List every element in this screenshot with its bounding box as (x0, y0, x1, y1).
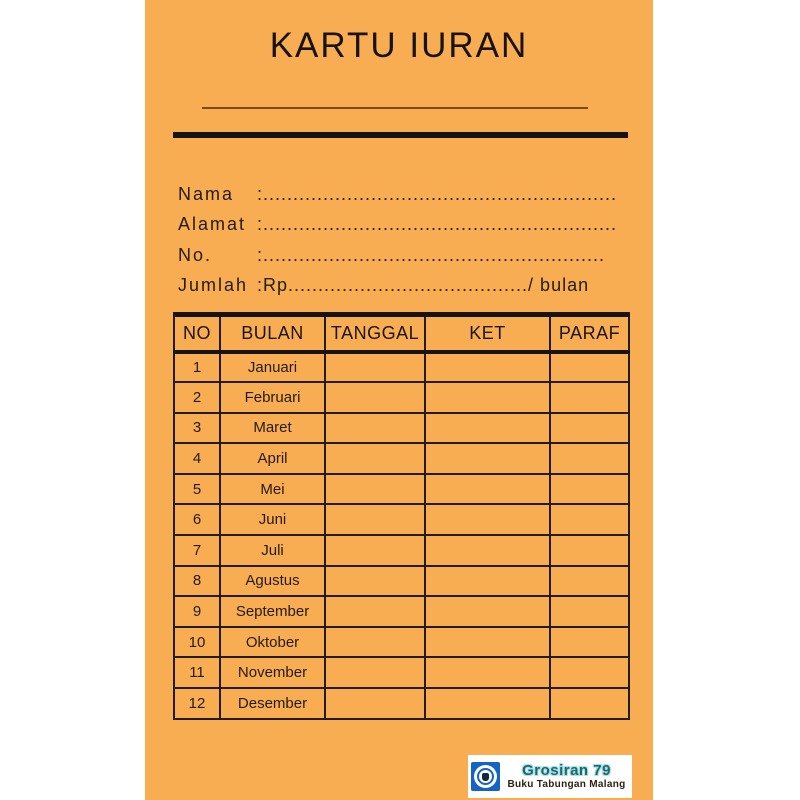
cell-no: 4 (174, 443, 220, 474)
field-jumlah (178, 271, 628, 302)
table-row (174, 657, 629, 688)
cell-paraf (550, 657, 629, 688)
header-tanggal: TANGGAL (325, 315, 425, 352)
header-no: NO (174, 315, 220, 352)
cell-ket (425, 504, 550, 535)
cell-paraf (550, 566, 629, 597)
table-header-row (174, 315, 629, 352)
cell-ket (425, 596, 550, 627)
title-underline (202, 107, 588, 109)
cell-bulan: Desember (220, 688, 325, 719)
table-row (174, 688, 629, 719)
brand-subtitle: Buku Tabungan Malang (507, 779, 626, 791)
cell-tanggal (325, 504, 425, 535)
brand-watermark (468, 755, 632, 798)
table-row (174, 535, 629, 566)
cell-bulan: Juni (220, 504, 325, 535)
kartu-iuran-card (145, 0, 653, 800)
field-jumlah-label: Jumlah (178, 275, 249, 296)
cell-bulan: Juli (220, 535, 325, 566)
cell-tanggal (325, 382, 425, 413)
cell-tanggal (325, 596, 425, 627)
field-alamat-label: Alamat (178, 214, 247, 235)
cell-paraf (550, 596, 629, 627)
cell-bulan: Februari (220, 382, 325, 413)
cell-no: 2 (174, 382, 220, 413)
cell-tanggal (325, 443, 425, 474)
field-nama-dotted-line: :........................................................... (257, 183, 618, 204)
cell-bulan: Agustus (220, 566, 325, 597)
cell-tanggal (325, 627, 425, 658)
emblem-ring (477, 768, 494, 785)
table-row (174, 474, 629, 505)
cell-ket (425, 566, 550, 597)
cell-paraf (550, 504, 629, 535)
cell-paraf (550, 443, 629, 474)
cell-no: 7 (174, 535, 220, 566)
emblem-core (482, 773, 489, 781)
field-no-dotted-line: :......................................................... (257, 244, 606, 265)
cell-no: 12 (174, 688, 220, 719)
brand-name: Grosiran 79 (522, 761, 611, 779)
cell-bulan: Oktober (220, 627, 325, 658)
emblem-outer-circle (474, 765, 497, 788)
table-row (174, 596, 629, 627)
cell-bulan: Mei (220, 474, 325, 505)
cell-tanggal (325, 657, 425, 688)
thick-divider (173, 132, 628, 138)
cell-tanggal (325, 688, 425, 719)
cell-tanggal (325, 413, 425, 444)
cell-no: 11 (174, 657, 220, 688)
cell-no: 9 (174, 596, 220, 627)
cell-no: 6 (174, 504, 220, 535)
cell-paraf (550, 688, 629, 719)
table-row (174, 413, 629, 444)
cell-paraf (550, 627, 629, 658)
cell-bulan: September (220, 596, 325, 627)
cell-no: 5 (174, 474, 220, 505)
card-title: KARTU IURAN (269, 26, 529, 65)
cell-no: 10 (174, 627, 220, 658)
field-alamat (178, 210, 628, 241)
cell-ket (425, 535, 550, 566)
cell-paraf (550, 535, 629, 566)
cell-ket (425, 688, 550, 719)
table-row (174, 566, 629, 597)
header-ket: KET (425, 315, 550, 352)
table-row (174, 627, 629, 658)
field-nama (178, 179, 628, 210)
cell-no: 8 (174, 566, 220, 597)
cell-ket (425, 382, 550, 413)
circle-emblem-icon (471, 762, 500, 791)
cell-tanggal (325, 535, 425, 566)
cell-ket (425, 352, 550, 383)
identity-form (178, 179, 628, 301)
cell-paraf (550, 352, 629, 383)
field-no (178, 240, 628, 271)
cell-ket (425, 413, 550, 444)
field-nama-label: Nama (178, 183, 235, 204)
cell-ket (425, 443, 550, 474)
cell-bulan: November (220, 657, 325, 688)
cell-ket (425, 627, 550, 658)
cell-paraf (550, 413, 629, 444)
cell-no: 1 (174, 352, 220, 383)
cell-paraf (550, 382, 629, 413)
table-row (174, 352, 629, 383)
field-no-label: No. (178, 244, 213, 265)
table-row (174, 504, 629, 535)
cell-no: 3 (174, 413, 220, 444)
cell-ket (425, 657, 550, 688)
field-alamat-dotted-line: :........................................................... (257, 214, 618, 235)
cell-bulan: Maret (220, 413, 325, 444)
field-jumlah-dotted-line: :Rp......................................../ bulan (257, 275, 590, 296)
brand-text-block (504, 763, 629, 791)
table-row (174, 382, 629, 413)
header-bulan: BULAN (220, 315, 325, 352)
iuran-table (173, 312, 630, 720)
cell-bulan: April (220, 443, 325, 474)
cell-ket (425, 474, 550, 505)
header-paraf: PARAF (550, 315, 629, 352)
cell-tanggal (325, 566, 425, 597)
cell-bulan: Januari (220, 352, 325, 383)
table-row (174, 443, 629, 474)
cell-tanggal (325, 474, 425, 505)
cell-paraf (550, 474, 629, 505)
cell-tanggal (325, 352, 425, 383)
